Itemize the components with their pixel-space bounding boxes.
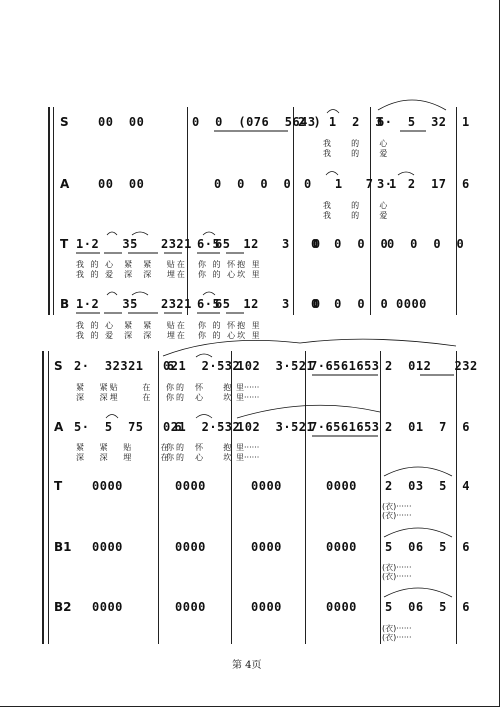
measure-notes: 7·6561653 [310,359,380,373]
slur-mark [196,354,212,357]
measure-notes: 0 0 0 0 [311,237,389,251]
measure-notes: 0 0 (076 5643 [192,115,316,129]
slur-mark [378,100,446,110]
measure-notes: 7·6561653 [310,420,380,434]
measure-notes: 00 00 [98,115,145,129]
measure-notes: 2 01 7 6 [385,420,470,434]
lyric-line: 里······ [236,453,260,462]
measure-notes: 0000 [92,479,123,493]
lyric-line: 我 的 心 [323,201,390,210]
lyric-line: 紧 紧 贴 在 [76,443,171,452]
measure-notes: 0 0 0 0 [214,177,292,191]
slur-mark [237,405,380,418]
measure-notes: 2 ) 1 2 3 [298,115,383,129]
voice-part-label: S [54,359,63,373]
measure-notes: 0 0 0 0 [387,237,465,251]
lyric-line: 深 深 埋 在 [76,453,171,462]
measure-notes: 0 0 0 0 [311,297,389,311]
voice-part-label: B1 [54,540,72,554]
slur-mark [132,232,148,235]
measure-notes: 0000 [92,600,123,614]
slur-mark [326,172,338,176]
slur-mark [107,232,117,235]
lyric-line: 里······ [236,393,260,402]
slur-mark [384,528,452,537]
voice-part-label: T [54,479,63,493]
measure-notes: 3· 2 17 6 [377,177,470,191]
measure-notes: 5· 5 75 6 [74,420,183,434]
measure-notes: 0 1 7 1 [304,177,397,191]
lyric-line: (衣)······ [382,572,412,581]
measure-notes: 6·5 12 3 0 [197,237,321,251]
lyric-line: 我 的 爱 深 深 埋在 [76,331,187,340]
lyric-line: 我 的 爱 [323,211,390,220]
measure-notes: 2 012 232 [385,359,478,373]
slur-mark [107,292,117,295]
slur-mark [384,467,452,476]
measure-notes: 0000 [326,600,357,614]
slur-mark [132,292,148,295]
lyric-line: 你的 怀 抱 [166,383,234,392]
measure-notes: 0000 [175,600,206,614]
lyric-line: 深 深埋 在 [76,393,153,402]
measure-notes: 021 2·532 [163,420,241,434]
measure-notes: 0000 [175,479,206,493]
measure-notes: 0000 [251,600,282,614]
lyric-line: 你 的 怀抱 里 [198,260,262,269]
measure-notes: 2· 32321 6 [74,359,175,373]
lyric-line: 我 的 心 紧 紧 贴在 [76,260,187,269]
slur-mark [163,339,456,356]
lyric-line: 我 的 爱 深 深 埋在 [76,270,187,279]
lyric-line: 你 的 心坎 里 [198,270,262,279]
lyric-line: 你的 怀 抱 [166,443,234,452]
voice-part-label: A [54,420,64,434]
measure-notes: 102 3·521 [237,420,315,434]
lyric-line: 紧 紧贴 在 [76,383,153,392]
measure-notes: 0000 [396,297,427,311]
slur-mark [203,232,215,235]
voice-part-label: T [60,237,69,251]
lyric-line: 你 的 怀抱 里 [198,321,262,330]
slur-mark [327,110,339,114]
measure-notes: 0000 [326,479,357,493]
measure-notes: 0000 [92,540,123,554]
lyric-line: 我 的 心 [323,139,390,148]
measure-notes: 6· 5 32 1 [377,115,470,129]
lyric-line: 我 的 心 紧 紧 贴在 [76,321,187,330]
measure-notes: 5 06 5 6 [385,540,470,554]
lyric-line: 你的 心 坎 [166,453,234,462]
measure-notes: 2 03 5 4 [385,479,470,493]
lyric-line: 里······ [236,443,260,452]
measure-notes: 0000 [326,540,357,554]
voice-part-label: A [60,177,70,191]
voice-part-label: B [60,297,70,311]
slur-mark [203,292,215,295]
slur-mark [196,415,212,419]
measure-notes: 0000 [175,540,206,554]
slur-mark [398,172,414,175]
measure-notes: 0000 [251,479,282,493]
measure-notes: 6·5 12 3 0 [197,297,321,311]
lyric-line: 你的 心 坎 [166,393,234,402]
measure-notes: 00 00 [98,177,145,191]
page-number: 第 4页 [232,660,262,671]
measure-notes: 5 06 5 6 [385,600,470,614]
measure-notes: 0000 [251,540,282,554]
lyric-line: (衣)······ [382,502,412,511]
voice-part-label: B2 [54,600,72,614]
lyric-line: (衣)······ [382,563,412,572]
lyric-line: 里······ [236,383,260,392]
slur-mark [384,588,452,597]
lyric-line: 我 的 爱 [323,149,390,158]
measure-notes: 1·2 35 2321 65 [76,237,231,251]
measure-notes: 1·2 35 2321 65 [76,297,231,311]
lyric-line: (衣)······ [382,633,412,642]
voice-part-label: S [60,115,69,129]
slur-mark [106,415,118,419]
measure-notes: 102 3·521 [237,359,315,373]
lyric-line: (衣)······ [382,511,412,520]
lyric-line: 你 的 心坎 里 [198,331,262,340]
measure-notes: 021 2·532 [163,359,241,373]
lyric-line: (衣)······ [382,624,412,633]
